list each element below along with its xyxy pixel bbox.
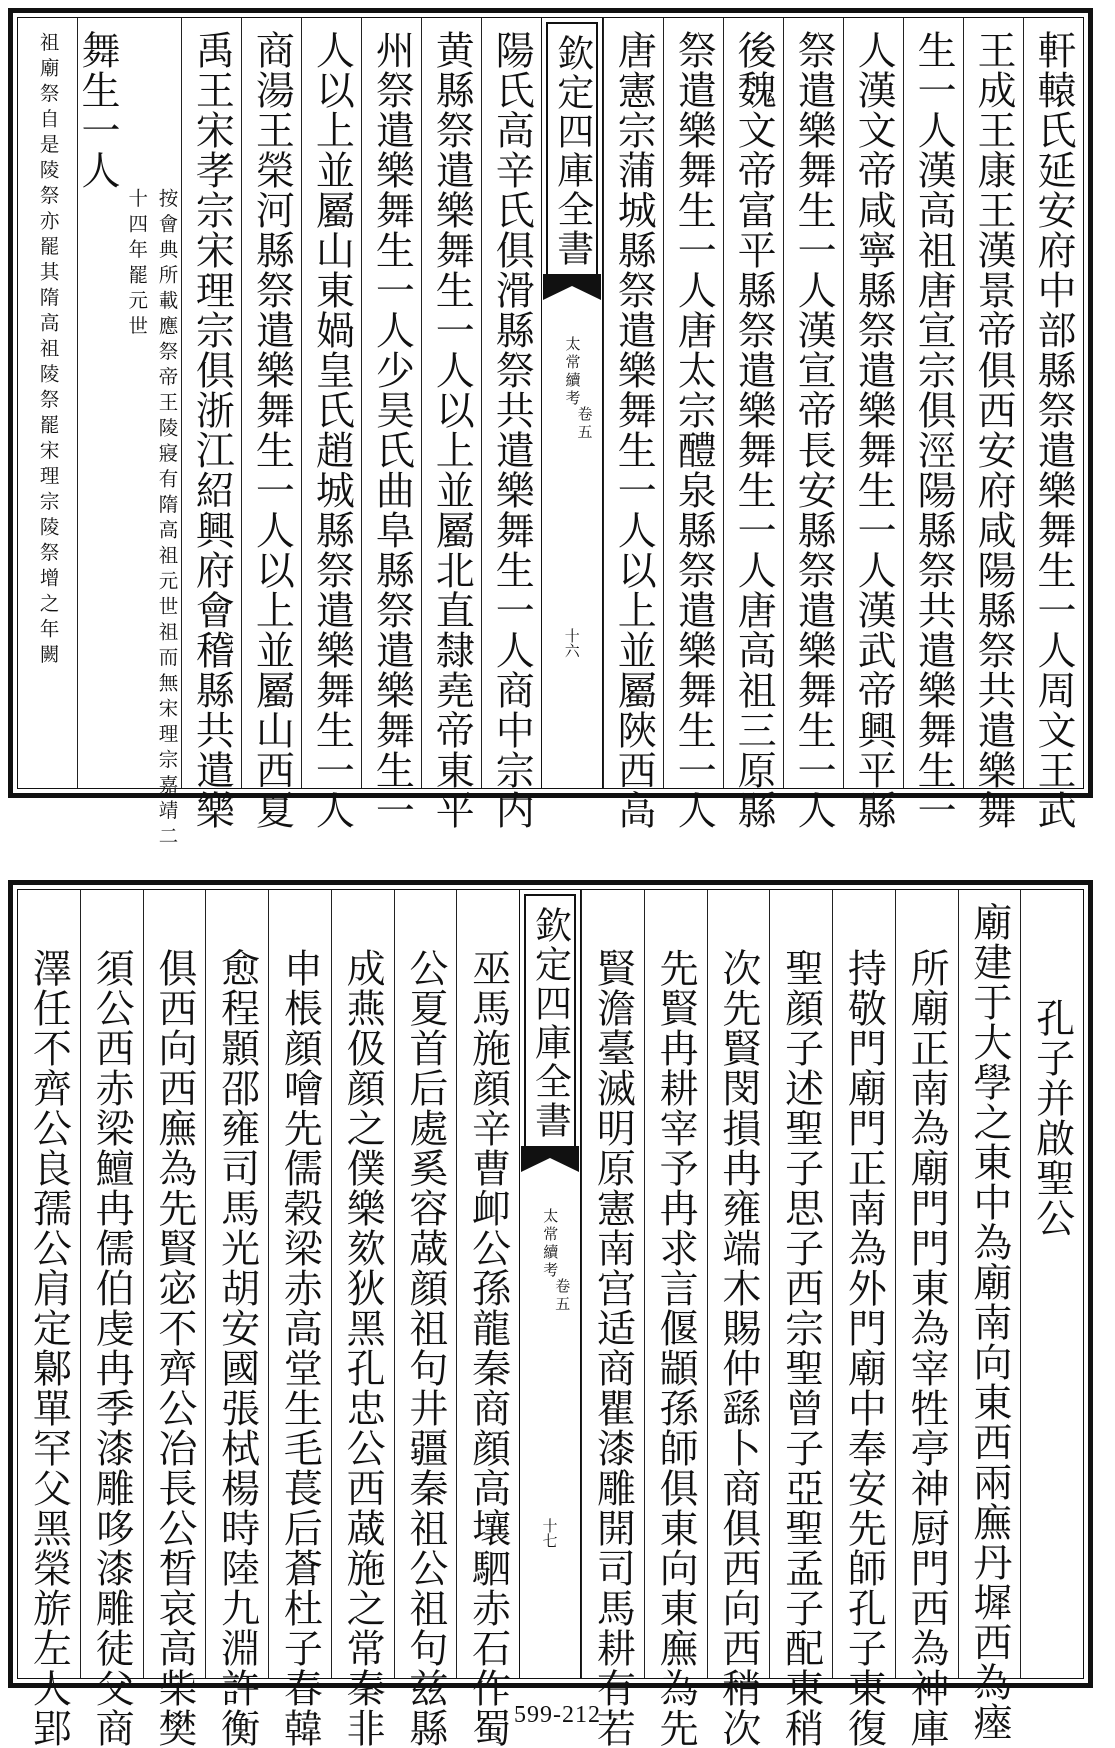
top-page — [8, 8, 1093, 851]
fishtail-mark-icon — [543, 274, 601, 300]
text-column: 持敬門廟門正南為外門廟中奉安先師孔子東復 — [832, 890, 895, 1678]
text-column: 成燕伋顔之僕樂欬狄黑孔忠公西蒧施之常秦非 — [331, 890, 394, 1678]
siku-brand: 欽定四庫全書 — [546, 22, 598, 276]
text-column-with-note: 舞生一人 按會典所載應祭帝王陵寢有隋高祖元世祖而無宋理宗嘉靖二十四年罷元世 — [77, 18, 181, 788]
text-column: 澤任不齊公良孺公肩定鄡單罕父黑榮旂左人郢 — [26, 948, 72, 1748]
text-column: 聖顔子述聖子思子西宗聖曾子亞聖孟子配東稍 — [769, 890, 832, 1678]
text-column: 人以上並屬山東媧皇氏趙城縣祭遣樂舞生一人 — [301, 18, 361, 788]
annotation-column — [18, 18, 77, 788]
page-number: 599-212 — [514, 1702, 601, 1728]
text-column: 黄縣祭遣樂舞生一人以上並屬北直隸堯帝東平 — [421, 18, 481, 788]
text-column: 先賢冉耕宰予冉求言偃顓孫師俱東向東廡為先 — [644, 890, 707, 1678]
text-column: 公夏首后處奚容蒧顔祖句井疆秦祖公祖句兹縣 — [394, 890, 457, 1678]
folio-number: 十六 — [562, 628, 581, 658]
text-column: 所廟正南為廟門門東為宰牲亭神厨門西為神庫 — [895, 890, 958, 1678]
volume-label: 卷五 — [553, 1278, 572, 1314]
book-title: 太常續考 — [541, 1208, 560, 1280]
text-column: 巫馬施顔辛曹卹公孫龍秦商顔高壤駟赤石作蜀 — [456, 890, 519, 1678]
center-fold-header — [519, 890, 581, 1678]
text-column: 唐憲宗蒲城縣祭遣樂舞生一人以上並屬陜西高 — [603, 18, 663, 788]
fishtail-mark-icon — [521, 1146, 579, 1172]
text-column: 廟建于大學之東中為廟南向東西兩廡丹墀西為瘞 — [958, 890, 1021, 1678]
text-column: 軒轅氏延安府中部縣祭遣樂舞生一人周文王武 — [1023, 18, 1083, 788]
text-column: 商湯王榮河縣祭遣樂舞生一人以上並屬山西夏 — [241, 18, 301, 788]
top-page-columns — [17, 17, 1084, 851]
text-column: 申棖顔噲先儒榖梁赤高堂生毛萇后蒼杜子春韓 — [268, 890, 331, 1678]
volume-label: 卷五 — [575, 406, 594, 442]
annotation-note: 祖廟祭自是陵祭亦罷其隋高祖陵祭罷宋理宗陵祭增之年闕 — [36, 32, 60, 670]
text-column: 陽氏高辛氏俱滑縣祭共遣樂舞生一人商中宗内 — [481, 18, 541, 788]
text-column: 次先賢閔損冉雍端木賜仲繇卜商俱西向西稍次 — [707, 890, 770, 1678]
text-column: 生一人漢高祖唐宣宗俱涇陽縣祭共遣樂舞生一 — [903, 18, 963, 788]
center-fold-header — [541, 18, 603, 788]
text-column: 須公西赤梁鱣冉儒伯虔冉季漆雕哆漆雕徒父商 — [80, 890, 143, 1678]
text-column: 祭遣樂舞生一人漢宣帝長安縣祭遣樂舞生一人 — [783, 18, 843, 788]
text-column: 王成王康王漢景帝俱西安府咸陽縣祭共遣樂舞 — [963, 18, 1023, 788]
annotation-note: 按會典所載應祭帝王陵寢有隋高祖元世祖而無宋理宗嘉靖二十四年罷元世 — [125, 188, 179, 851]
text-column: 州祭遣樂舞生一人少昊氏曲阜縣祭遣樂舞生一 — [361, 18, 421, 788]
heading-column: 孔子并啟聖公 — [1020, 890, 1083, 1678]
text-column: 人漢文帝咸寧縣祭遣樂舞生一人漢武帝興平縣 — [843, 18, 903, 788]
book-title: 太常續考 — [563, 336, 582, 408]
text-column: 後魏文帝富平縣祭遣樂舞生一人唐高祖三原縣 — [723, 18, 783, 788]
text-column: 祭遣樂舞生一人唐太宗醴泉縣祭遣樂舞生一人 — [663, 18, 723, 788]
folio-number: 十七 — [540, 1518, 559, 1548]
text-column: 禹王宋孝宗宋理宗俱浙江紹興府會稽縣共遣樂 — [181, 18, 241, 788]
text-column: 俱西向西廡為先賢宓不齊公冶長公晳哀高柴樊 — [143, 890, 206, 1678]
text-column: 賢澹臺滅明原憲南宫适商瞿漆雕開司馬耕有若 — [581, 890, 644, 1678]
text-column: 愈程顥邵雍司馬光胡安國張栻楊時陸九淵許衡 — [205, 890, 268, 1678]
siku-brand: 欽定四庫全書 — [524, 894, 576, 1148]
